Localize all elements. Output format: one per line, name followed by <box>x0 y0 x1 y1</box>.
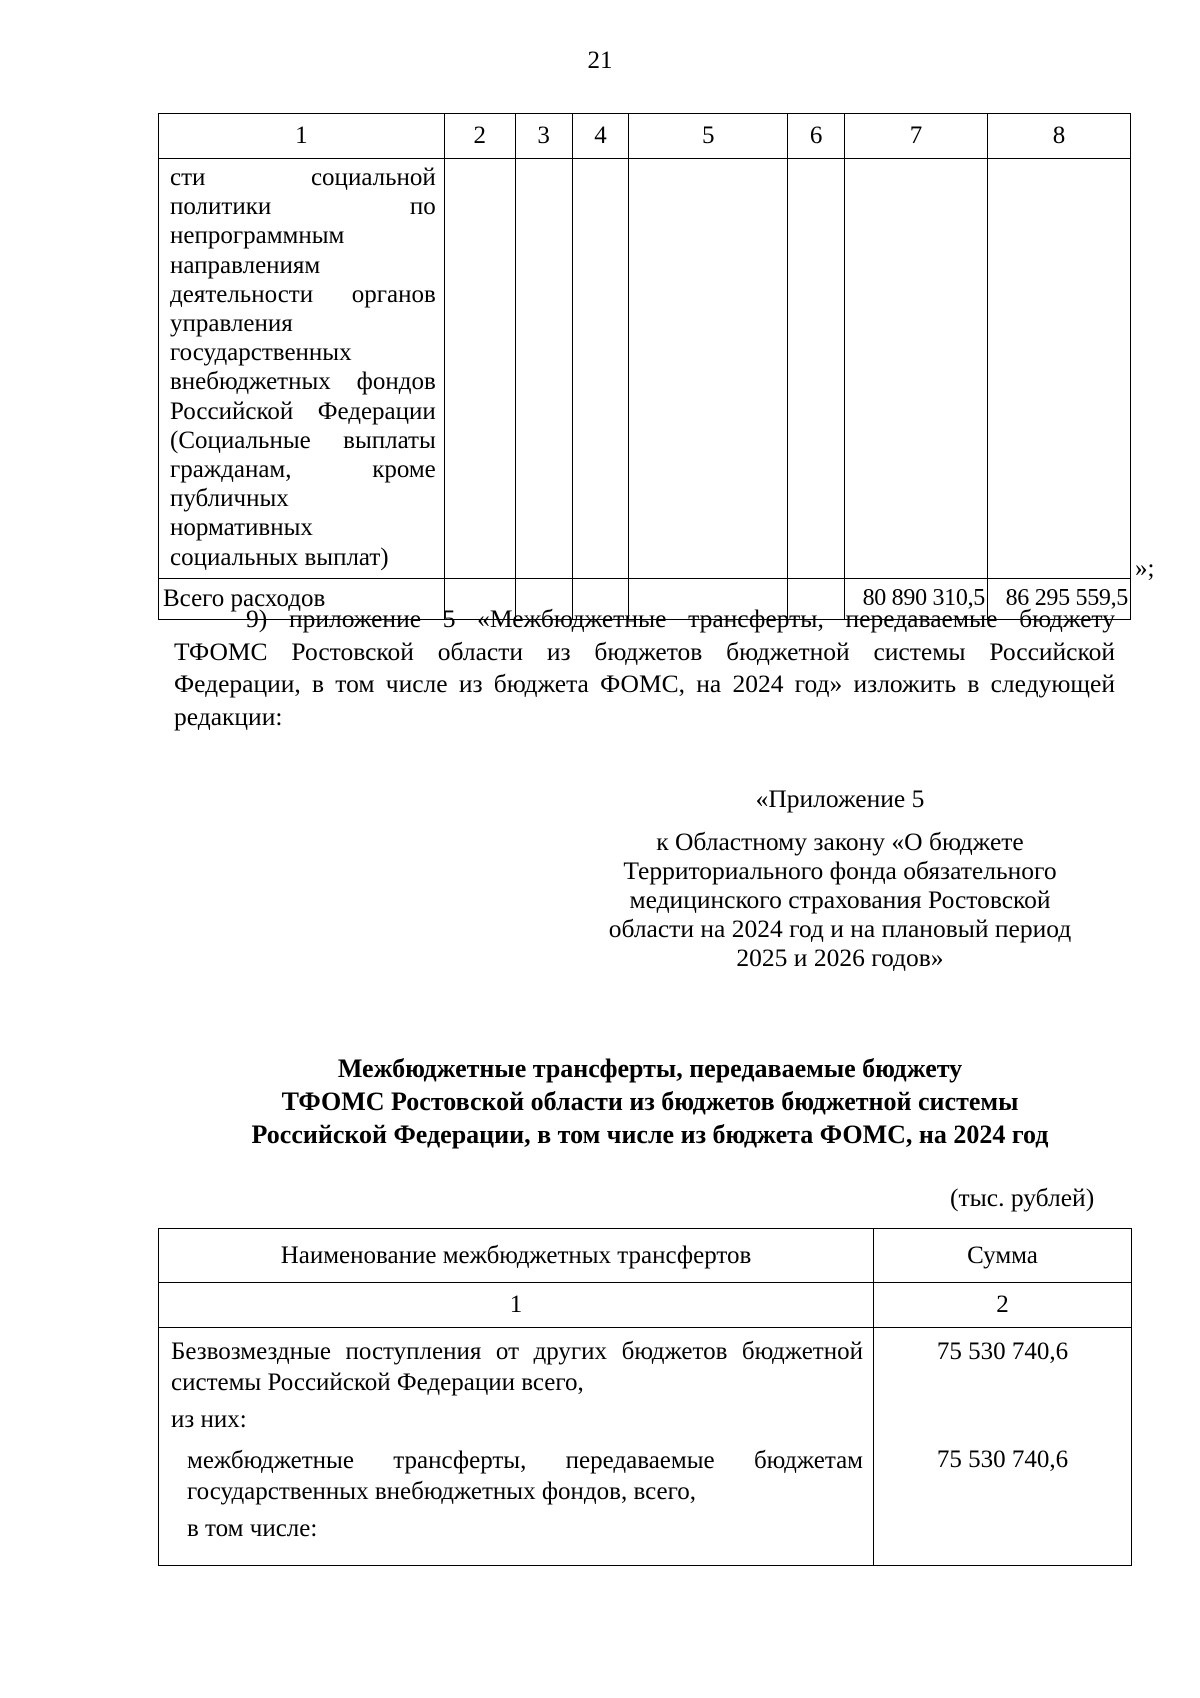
column-number: 2 <box>444 114 515 159</box>
appendix-title: «Приложение 5 <box>755 784 925 813</box>
column-index-row <box>159 1283 1132 1328</box>
total-2026: 86 295 559,5 <box>987 578 1130 619</box>
title-line: Межбюджетные трансферты, передаваемые бюджету <box>337 1054 963 1083</box>
appendix-line: медицинского страхования Ростовской <box>629 885 1051 914</box>
column-number: 1 <box>159 1283 874 1328</box>
row-description: сти социальной политики по непрограммным направлениям деятельности органов управления государственных внебюджетных фондов Российской Федерации (Социальные выплаты гражданам, кроме публичных нормативных социальных выплат) <box>159 159 445 579</box>
transfer-amount: 75 530 740,6 <box>936 1446 1069 1473</box>
column-number: 8 <box>987 114 1130 159</box>
transfer-item: Безвозмездные поступления от других бюджетов бюджетной системы Российской Федерации всего, <box>171 1338 863 1396</box>
table-header-row <box>159 1229 1132 1283</box>
transfers-table <box>158 1228 1132 1566</box>
title-line: ТФОМС Ростовской области из бюджетов бюджетной системы <box>281 1087 1019 1116</box>
table-cell <box>788 159 845 579</box>
table-cell <box>629 159 788 579</box>
table-cell <box>845 159 988 579</box>
column-number: 1 <box>159 114 445 159</box>
column-number: 3 <box>515 114 572 159</box>
amendment-paragraph: 9) приложение 5 «Межбюджетные трансферты, передаваемые бюджету ТФОМС Ростовской области из бюджетов бюджетной системы Российской Федерации, в том числе из бюджета ФОМС, на 2024 год» изложить в следующей редакции: <box>174 604 1115 731</box>
column-number: 2 <box>874 1283 1132 1328</box>
transfer-note: из них: <box>171 1406 247 1433</box>
appendix-line: 2025 и 2026 годов» <box>736 943 944 972</box>
expenses-table <box>158 113 1131 620</box>
table-header-row <box>159 114 1131 159</box>
transfer-sums <box>874 1328 1132 1566</box>
column-number: 6 <box>788 114 845 159</box>
total-label: Всего расходов <box>159 578 445 619</box>
table-cell <box>444 159 515 579</box>
transfer-amount: 75 530 740,6 <box>936 1338 1069 1365</box>
table-cell <box>987 159 1130 579</box>
transfer-item: межбюджетные трансферты, передаваемые бюджетам государственных внебюджетных фондов, всего, <box>187 1447 863 1505</box>
page-number: 21 <box>587 47 613 74</box>
table-row <box>159 159 1131 579</box>
sum-header: Сумма <box>874 1229 1132 1283</box>
name-header: Наименование межбюджетных трансфертов <box>159 1229 874 1283</box>
table-row <box>159 1328 1132 1566</box>
table-cell <box>572 159 629 579</box>
column-number: 4 <box>572 114 629 159</box>
table-cell <box>515 159 572 579</box>
column-number: 7 <box>845 114 988 159</box>
column-number: 5 <box>629 114 788 159</box>
appendix-reference <box>560 784 1120 972</box>
units-label: (тыс. рублей) <box>950 1183 1095 1212</box>
transfer-names <box>159 1328 874 1566</box>
transfer-note: в том числе: <box>187 1515 318 1542</box>
appendix-line: Территориального фонда обязательного <box>623 856 1057 885</box>
total-2025: 80 890 310,5 <box>845 578 988 619</box>
closing-quote: »; <box>1135 555 1155 582</box>
appendix-line: области на 2024 год и на плановый период <box>608 914 1072 943</box>
appendix-line: к Областному закону «О бюджете <box>656 827 1024 856</box>
document-title <box>0 1052 1200 1151</box>
title-line: Российской Федерации, в том числе из бюджета ФОМС, на 2024 год <box>251 1120 1049 1149</box>
